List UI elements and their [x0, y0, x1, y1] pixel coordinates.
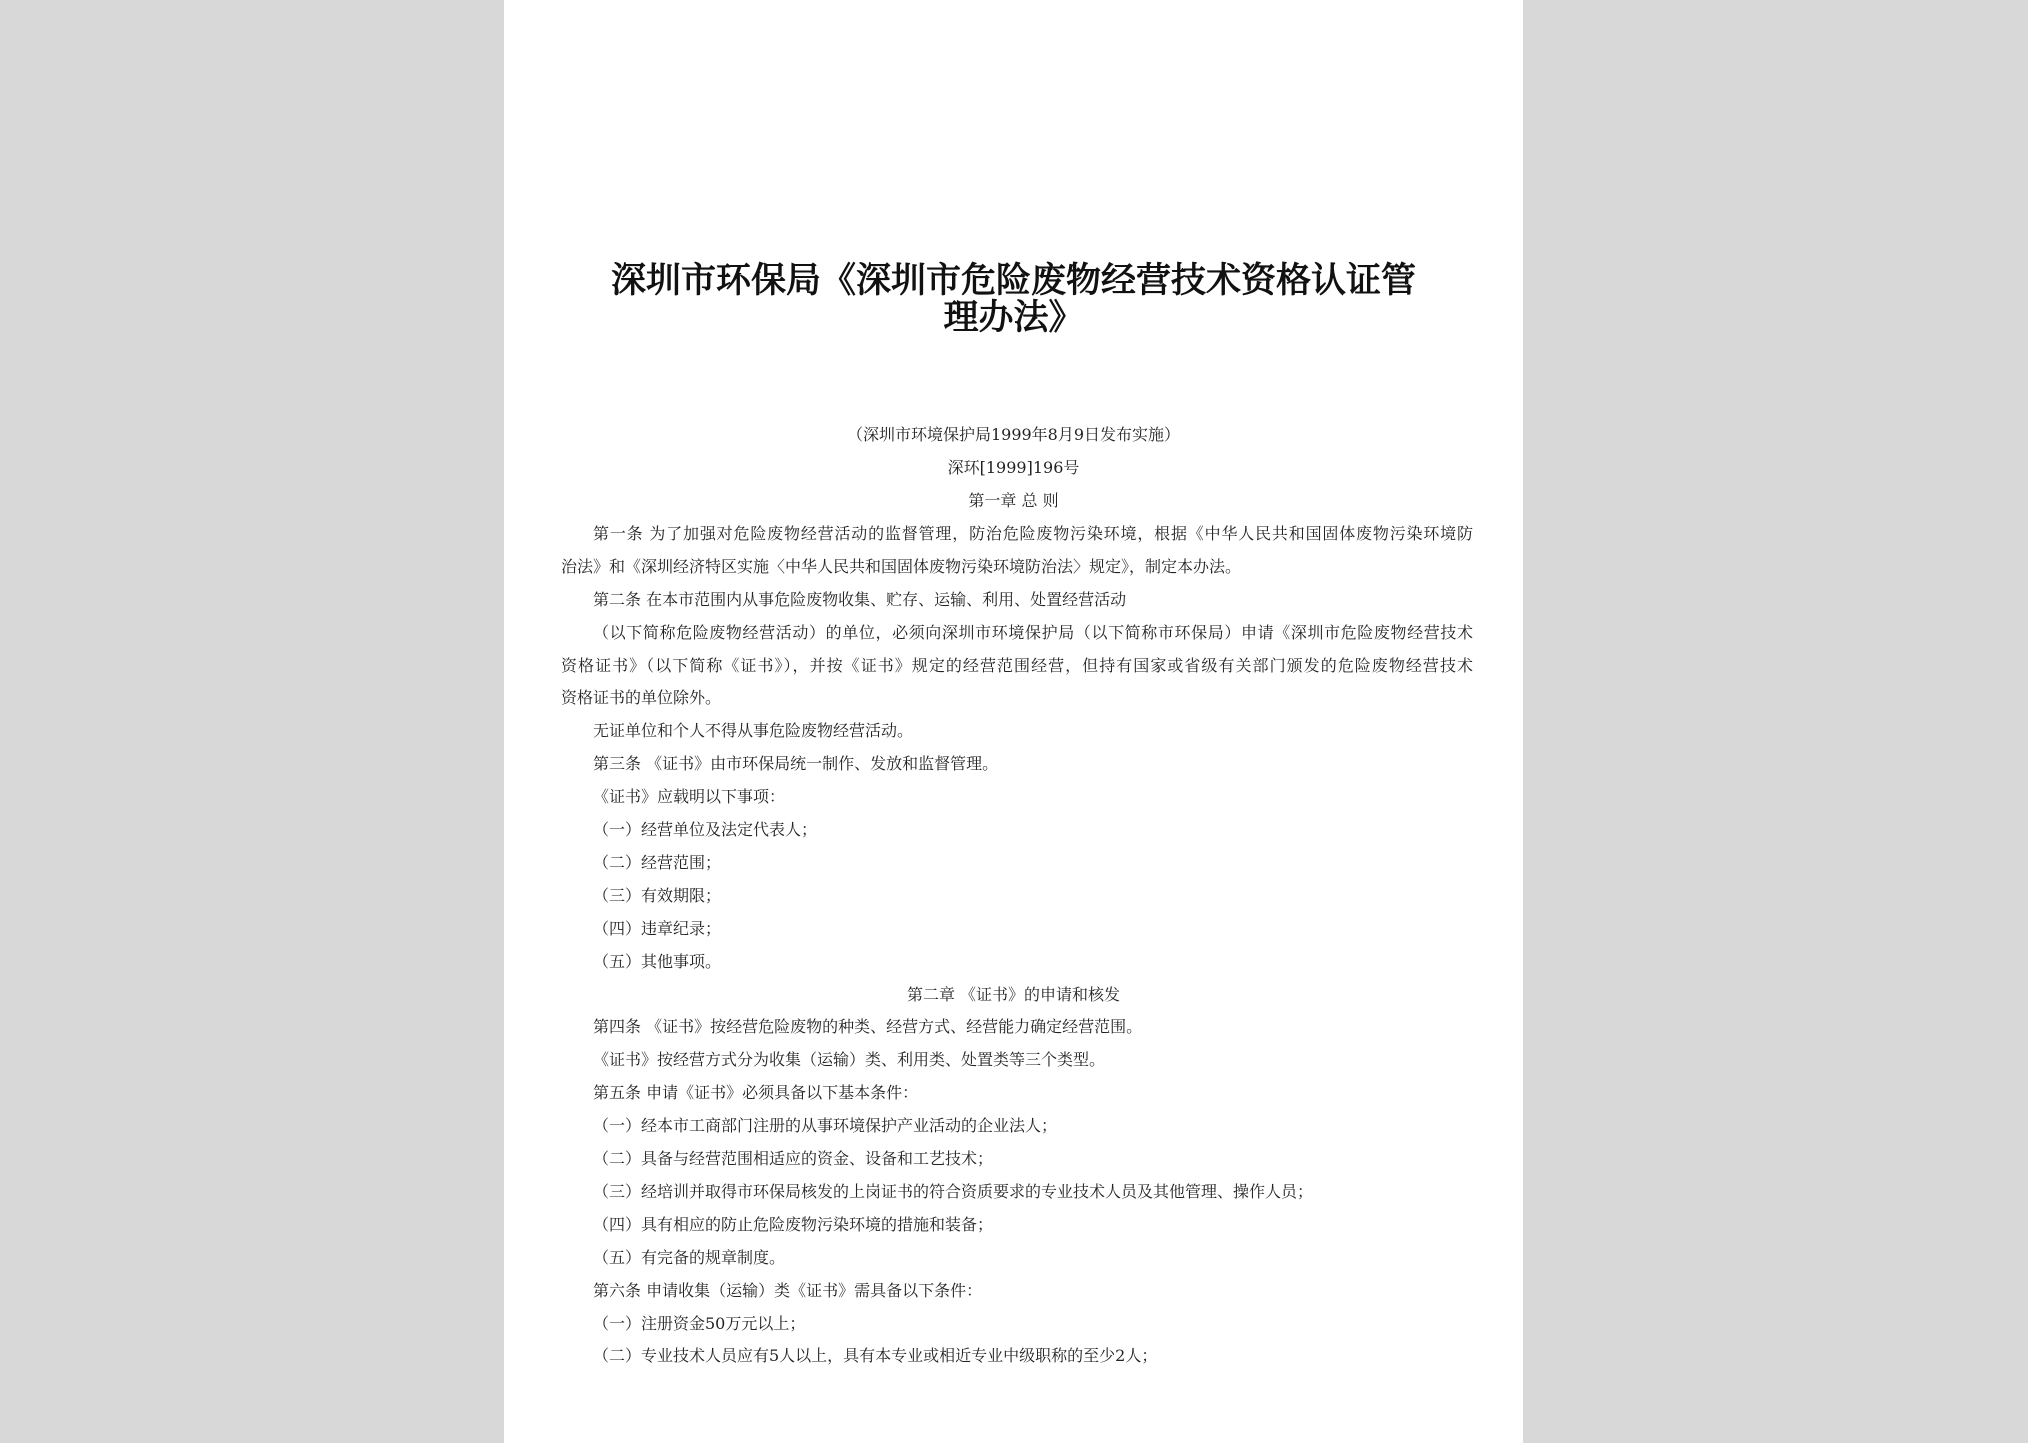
body-line: （二）具备与经营范围相适应的资金、设备和工艺技术； [593, 1149, 994, 1168]
document-number: 深环[1999]196号 [947, 458, 1080, 477]
body-line: 《证书》应载明以下事项： [593, 787, 786, 807]
body-line: 第四条 《证书》按经营危险废物的种类、经营方式、经营能力确定经营范围。 [593, 1017, 1143, 1037]
body-line: （二）经营范围； [593, 852, 722, 872]
body-line: 治法》和《深圳经济特区实施〈中华人民共和国固体废物污染环境防治法〉规定》，制定本办法。 [561, 556, 1242, 576]
body-line: （以下简称危险废物经营活动）的单位，必须向深圳市环境保护局（以下简称市环保局）申请《深圳市危险废物经营技术 [593, 622, 1473, 642]
body-line: 资格证书的单位除外。 [561, 688, 722, 708]
body-line: （一）注册资金50万元以上； [593, 1313, 806, 1333]
document-title [594, 262, 1433, 336]
body-line: （一）经本市工商部门注册的从事环境保护产业活动的企业法人； [593, 1116, 1058, 1136]
body-line: 第二条 在本市范围内从事危险废物收集、贮存、运输、利用、处置经营活动 [593, 589, 1127, 609]
document-page [504, 0, 1523, 1443]
body-line: 第六条 申请收集（运输）类《证书》需具备以下条件： [593, 1280, 983, 1300]
body-line: 资格证书》（以下简称《证书》），并按《证书》规定的经营范围经营，但持有国家或省级有关部门颁发的危险废物经营技术 [561, 655, 1473, 675]
body-line: （三）经培训并取得市环保局核发的上岗证书的符合资质要求的专业技术人员及其他管理、操作人员； [593, 1181, 1314, 1201]
body-line: （四）具有相应的防止危险废物污染环境的措施和装备； [593, 1214, 994, 1234]
body-line: （一）经营单位及法定代表人； [593, 820, 818, 839]
chapter-heading: 第一章 总 则 [968, 491, 1059, 510]
title-line-2: 理办法》 [943, 297, 1084, 338]
body-line: （四）违章纪录； [593, 918, 722, 938]
issue-note: （深圳市环境保护局1999年8月9日发布实施） [846, 425, 1181, 444]
body-line: （二）专业技术人员应有5人以上，具有本专业或相近专业中级职称的至少2人； [593, 1346, 1158, 1366]
body-line: 无证单位和个人不得从事危险废物经营活动。 [593, 721, 914, 741]
body-line: （五）有完备的规章制度。 [593, 1247, 786, 1267]
body-line: （五）其他事项。 [593, 951, 722, 971]
title-line-1: 深圳市环保局《深圳市危险废物经营技术资格认证管 [610, 260, 1416, 301]
chapter-heading: 第二章 《证书》的申请和核发 [906, 984, 1121, 1004]
body-line: 《证书》按经营方式分为收集（运输）类、利用类、处置类等三个类型。 [593, 1050, 1106, 1070]
body-line: 第一条 为了加强对危险废物经营活动的监督管理，防治危险废物污染环境，根据《中华人民共和国固体废物污染环境防 [593, 523, 1473, 543]
body-line: 第三条 《证书》由市环保局统一制作、发放和监督管理。 [593, 754, 999, 774]
body-line: 第五条 申请《证书》必须具备以下基本条件： [593, 1083, 919, 1103]
body-line: （三）有效期限； [593, 885, 722, 905]
